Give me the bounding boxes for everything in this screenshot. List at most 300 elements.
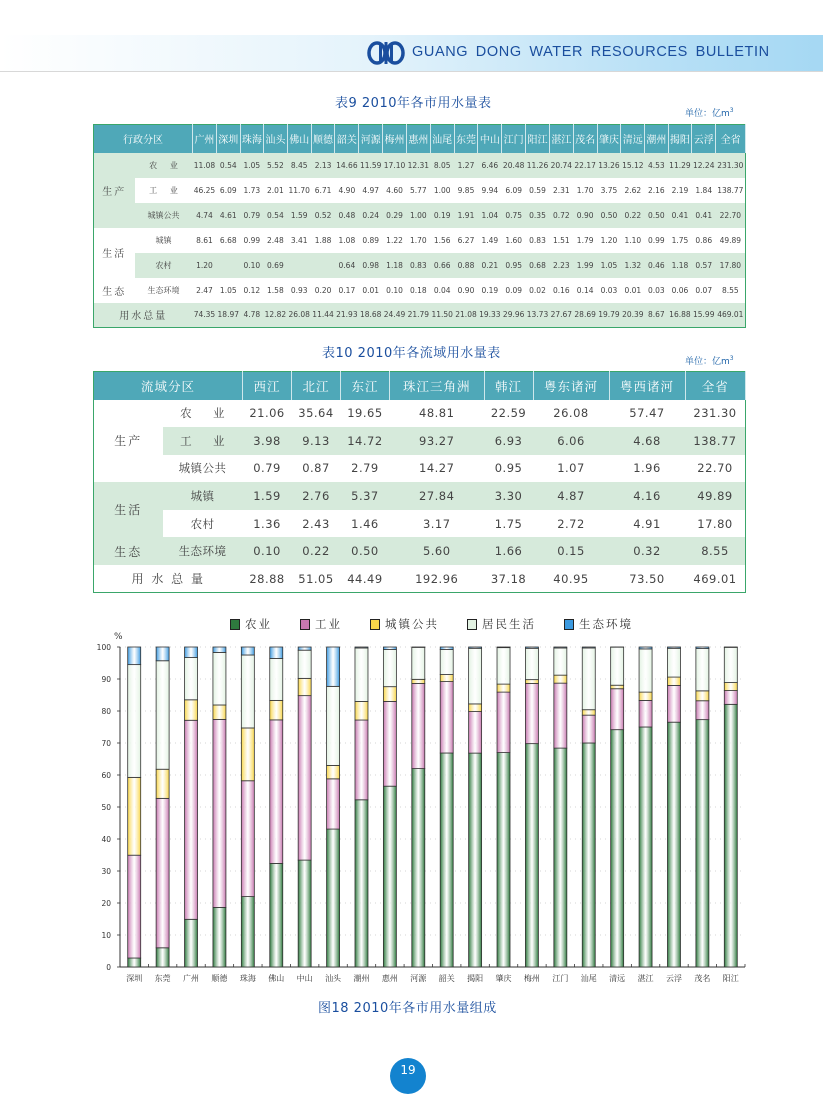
- data-cell: 0.14: [573, 278, 597, 303]
- data-cell: 0.95: [502, 253, 526, 278]
- x-tick-label: 深圳: [126, 973, 142, 983]
- data-cell: 1.07: [533, 455, 609, 483]
- x-tick-label: 云浮: [666, 973, 682, 983]
- data-cell: 0.03: [645, 278, 668, 303]
- data-cell: 4.16: [609, 482, 685, 510]
- total-cell: 29.96: [502, 303, 526, 328]
- data-cell: 0.79: [240, 203, 263, 228]
- y-tick-label: 30: [101, 867, 111, 876]
- bar-segment: [696, 691, 709, 701]
- data-cell: 0.99: [645, 228, 668, 253]
- data-cell: 231.30: [685, 400, 745, 428]
- bar-segment: [412, 647, 425, 679]
- row-label: 农村: [135, 253, 193, 278]
- bar-segment: [469, 712, 482, 754]
- data-cell: 4.91: [609, 510, 685, 538]
- data-cell: 0.10: [383, 278, 407, 303]
- header-title: GUANG DONG WATER RESOURCES BULLETIN: [412, 44, 770, 60]
- y-axis-unit: %: [114, 632, 123, 642]
- data-cell: 48.81: [389, 400, 484, 428]
- data-cell: 1.05: [240, 153, 263, 178]
- table10-caption: 表10 2010年各流域用水量表: [322, 342, 501, 361]
- total-cell: 21.08: [454, 303, 478, 328]
- x-tick-label: 汕头: [325, 973, 342, 983]
- row-label: 生态环境: [135, 278, 193, 303]
- legend-label: 农业: [245, 616, 272, 632]
- data-cell: 8.55: [716, 278, 746, 303]
- bar-segment: [128, 647, 141, 665]
- column-header: 珠江三角洲: [389, 372, 484, 400]
- page-number: 19: [390, 1058, 426, 1094]
- data-cell: 1.18: [383, 253, 407, 278]
- data-cell: 0.07: [692, 278, 716, 303]
- data-cell: 2.16: [645, 178, 668, 203]
- data-cell: 3.98: [243, 427, 292, 455]
- bar-segment: [497, 647, 510, 648]
- row-label: 农 业: [135, 153, 193, 178]
- column-header: 江门: [502, 125, 526, 153]
- bar-segment: [525, 680, 538, 684]
- group-life: 生活: [94, 482, 163, 537]
- bar-segment: [241, 781, 254, 897]
- data-cell: 0.98: [359, 253, 383, 278]
- column-header: 揭阳: [668, 125, 692, 153]
- bar-segment: [412, 683, 425, 768]
- row-label: 城镇公共: [163, 455, 243, 483]
- total-cell: 19.79: [597, 303, 621, 328]
- bar-segment: [525, 648, 538, 679]
- total-cell: 11.44: [311, 303, 335, 328]
- data-cell: 1.66: [484, 537, 533, 565]
- bar-segment: [582, 743, 595, 967]
- bar-segment: [270, 659, 283, 701]
- row-label: 工 业: [163, 427, 243, 455]
- bar-segment: [667, 722, 680, 967]
- data-cell: 0.90: [454, 278, 478, 303]
- data-cell: 0.24: [359, 203, 383, 228]
- data-cell: 0.20: [311, 278, 335, 303]
- total-cell: 28.88: [243, 565, 292, 593]
- data-cell: 1.60: [502, 228, 526, 253]
- row-label: 生态环境: [163, 537, 243, 565]
- data-cell: 13.26: [597, 153, 621, 178]
- column-header: 清远: [621, 125, 645, 153]
- data-cell: 0.83: [526, 228, 550, 253]
- column-header: 湛江: [549, 125, 573, 153]
- data-cell: 0.10: [243, 537, 292, 565]
- data-cell: 0.03: [597, 278, 621, 303]
- column-header: 粤东诸河: [533, 372, 609, 400]
- data-cell: 0.06: [668, 278, 692, 303]
- data-cell: 3.41: [287, 228, 311, 253]
- data-cell: 1.18: [668, 253, 692, 278]
- data-cell: 231.30: [716, 153, 746, 178]
- total-cell: 51.05: [292, 565, 341, 593]
- column-header: 河源: [359, 125, 383, 153]
- column-header: 顺德: [311, 125, 335, 153]
- data-cell: 3.17: [389, 510, 484, 538]
- data-cell: 0.83: [406, 253, 430, 278]
- column-header: 珠海: [240, 125, 263, 153]
- data-cell: 1.22: [383, 228, 407, 253]
- data-cell: 57.47: [609, 400, 685, 428]
- data-cell: 22.17: [573, 153, 597, 178]
- data-cell: 0.79: [243, 455, 292, 483]
- column-header: 北江: [292, 372, 341, 400]
- group-life: 生活: [94, 228, 135, 278]
- bar-segment: [270, 720, 283, 864]
- bar-segment: [355, 647, 368, 648]
- table9-caption: 表9 2010年各市用水量表: [335, 92, 492, 111]
- data-cell: 0.87: [292, 455, 341, 483]
- data-cell: 1.00: [406, 203, 430, 228]
- total-cell: 18.97: [216, 303, 240, 328]
- total-cell: 16.88: [668, 303, 692, 328]
- bar-segment: [724, 683, 737, 691]
- x-tick-label: 河源: [410, 974, 427, 983]
- data-cell: 0.22: [621, 203, 645, 228]
- data-cell: 0.32: [609, 537, 685, 565]
- bar-segment: [497, 684, 510, 692]
- data-cell: 12.31: [406, 153, 430, 178]
- total-cell: 74.35: [193, 303, 217, 328]
- bar-segment: [497, 648, 510, 684]
- data-cell: 6.71: [311, 178, 335, 203]
- data-cell: 0.89: [359, 228, 383, 253]
- group-eco: 生态: [94, 537, 163, 565]
- data-cell: 93.27: [389, 427, 484, 455]
- bar-segment: [156, 647, 169, 661]
- x-tick-label: 湛江: [638, 973, 654, 983]
- bar-segment: [525, 647, 538, 648]
- legend-label: 城镇公共: [385, 616, 439, 632]
- x-tick-label: 阳江: [723, 974, 739, 983]
- bar-segment: [185, 919, 198, 967]
- bar-segment: [185, 658, 198, 700]
- data-cell: 1.79: [573, 228, 597, 253]
- bar-segment: [554, 748, 567, 967]
- column-header: 阳江: [526, 125, 550, 153]
- data-cell: 0.86: [692, 228, 716, 253]
- bar-segment: [298, 860, 311, 967]
- column-header: 全省: [685, 372, 745, 400]
- data-cell: 3.30: [484, 482, 533, 510]
- x-tick-label: 清远: [609, 973, 625, 983]
- data-cell: 0.46: [645, 253, 668, 278]
- total-cell: 73.50: [609, 565, 685, 593]
- bar-segment: [128, 958, 141, 967]
- bar-segment: [213, 705, 226, 719]
- column-header: 云浮: [692, 125, 716, 153]
- bar-segment: [128, 665, 141, 778]
- bar-segment: [639, 647, 652, 649]
- data-cell: 9.94: [478, 178, 502, 203]
- bar-segment: [270, 700, 283, 720]
- bar-segment: [185, 720, 198, 919]
- data-cell: 14.66: [335, 153, 359, 178]
- row-label: 城镇: [135, 228, 193, 253]
- bar-segment: [241, 897, 254, 967]
- data-cell: 9.13: [292, 427, 341, 455]
- y-tick-label: 10: [101, 931, 111, 940]
- data-cell: 0.88: [454, 253, 478, 278]
- data-cell: 2.79: [340, 455, 389, 483]
- legend-label: 生态环境: [579, 616, 633, 632]
- bar-segment: [667, 648, 680, 677]
- bar-segment: [469, 753, 482, 967]
- data-cell: 17.80: [716, 253, 746, 278]
- bar-segment: [582, 647, 595, 648]
- data-cell: 4.74: [193, 203, 217, 228]
- data-cell: 0.04: [430, 278, 454, 303]
- data-cell: 0.90: [573, 203, 597, 228]
- group-eco: 生态: [94, 278, 135, 303]
- bar-segment: [327, 686, 340, 765]
- data-cell: 1.59: [243, 482, 292, 510]
- x-tick-label: 江门: [552, 973, 568, 983]
- data-cell: 1.08: [335, 228, 359, 253]
- total-cell: 12.82: [263, 303, 287, 328]
- x-tick-label: 潮州: [353, 973, 369, 983]
- data-cell: 15.12: [621, 153, 645, 178]
- total-cell: 19.33: [478, 303, 502, 328]
- data-cell: 0.22: [292, 537, 341, 565]
- data-cell: 11.08: [193, 153, 217, 178]
- column-header: 广州: [193, 125, 217, 153]
- bar-segment: [667, 647, 680, 648]
- data-cell: 22.70: [685, 455, 745, 483]
- y-tick-label: 100: [97, 643, 112, 652]
- data-cell: 0.72: [549, 203, 573, 228]
- data-cell: 1.51: [549, 228, 573, 253]
- data-cell: 14.72: [340, 427, 389, 455]
- column-header: 佛山: [287, 125, 311, 153]
- bar-segment: [497, 753, 510, 967]
- data-cell: 1.10: [621, 228, 645, 253]
- data-cell: 2.76: [292, 482, 341, 510]
- data-cell: 2.47: [193, 278, 217, 303]
- bar-segment: [696, 647, 709, 649]
- total-cell: 44.49: [340, 565, 389, 593]
- data-cell: 0.19: [478, 278, 502, 303]
- data-cell: 14.27: [389, 455, 484, 483]
- data-cell: 6.46: [478, 153, 502, 178]
- data-cell: 1.70: [573, 178, 597, 203]
- bar-segment: [241, 655, 254, 728]
- total-cell: 13.73: [526, 303, 550, 328]
- data-cell: 8.05: [430, 153, 454, 178]
- bar-segment: [355, 720, 368, 800]
- total-cell: 192.96: [389, 565, 484, 593]
- bar-segment: [298, 650, 311, 678]
- data-cell: 11.29: [668, 153, 692, 178]
- total-cell: 37.18: [484, 565, 533, 593]
- data-cell: 2.72: [533, 510, 609, 538]
- data-cell: 0.17: [335, 278, 359, 303]
- data-cell: 0.02: [526, 278, 550, 303]
- data-cell: 1.75: [668, 228, 692, 253]
- bar-segment: [355, 701, 368, 720]
- total-cell: 26.08: [287, 303, 311, 328]
- bar-segment: [383, 786, 396, 967]
- data-cell: 26.08: [533, 400, 609, 428]
- column-header: 惠州: [406, 125, 430, 153]
- data-cell: 20.74: [549, 153, 573, 178]
- total-cell: 40.95: [533, 565, 609, 593]
- data-cell: 4.68: [609, 427, 685, 455]
- bar-segment: [469, 648, 482, 704]
- bar-segment: [355, 648, 368, 701]
- bar-segment: [298, 678, 311, 695]
- total-cell: 28.69: [573, 303, 597, 328]
- x-tick-label: 珠海: [240, 973, 256, 983]
- data-cell: 0.59: [526, 178, 550, 203]
- data-cell: 6.93: [484, 427, 533, 455]
- data-cell: 4.61: [216, 203, 240, 228]
- x-tick-label: 惠州: [382, 973, 398, 983]
- data-cell: 1.70: [406, 228, 430, 253]
- column-header: 潮州: [645, 125, 668, 153]
- x-tick-label: 肇庆: [496, 973, 512, 983]
- data-cell: 2.48: [263, 228, 287, 253]
- row-label: 城镇公共: [135, 203, 193, 228]
- y-tick-label: 80: [101, 707, 111, 716]
- data-cell: 0.21: [478, 253, 502, 278]
- bar-segment: [241, 728, 254, 781]
- data-cell: 49.89: [685, 482, 745, 510]
- bar-segment: [525, 683, 538, 743]
- total-cell: 469.01: [716, 303, 746, 328]
- column-header: 西江: [243, 372, 292, 400]
- bar-segment: [128, 777, 141, 855]
- data-cell: 5.77: [406, 178, 430, 203]
- bar-segment: [724, 704, 737, 967]
- bar-segment: [213, 652, 226, 705]
- y-tick-label: 60: [101, 771, 111, 780]
- data-cell: 1.59: [287, 203, 311, 228]
- header-region: 行政分区: [94, 125, 193, 153]
- data-cell: 4.90: [335, 178, 359, 203]
- header-region: 流域分区: [94, 372, 243, 400]
- data-cell: 11.70: [287, 178, 311, 203]
- data-cell: 0.48: [335, 203, 359, 228]
- column-header: 全省: [716, 125, 746, 153]
- total-cell: 469.01: [685, 565, 745, 593]
- bar-segment: [241, 647, 254, 655]
- legend-label: 工业: [315, 616, 342, 632]
- data-cell: 0.09: [502, 278, 526, 303]
- bar-segment: [270, 647, 283, 659]
- data-cell: 0.99: [240, 228, 263, 253]
- x-tick-label: 梅州: [524, 973, 540, 983]
- x-tick-label: 中山: [297, 973, 313, 983]
- data-cell: 1.27: [454, 153, 478, 178]
- total-cell: 27.67: [549, 303, 573, 328]
- bar-segment: [554, 675, 567, 683]
- bar-segment: [412, 679, 425, 683]
- x-tick-label: 茂名: [694, 973, 710, 983]
- data-cell: 22.70: [716, 203, 746, 228]
- data-cell: 22.59: [484, 400, 533, 428]
- total-cell: 15.99: [692, 303, 716, 328]
- data-cell: 2.19: [668, 178, 692, 203]
- data-cell: 0.18: [406, 278, 430, 303]
- total-cell: 11.50: [430, 303, 454, 328]
- data-cell: 2.13: [311, 153, 335, 178]
- data-cell: 1.20: [597, 228, 621, 253]
- bar-segment: [639, 700, 652, 727]
- column-header: 梅州: [383, 125, 407, 153]
- bar-segment: [667, 677, 680, 685]
- data-cell: 1.84: [692, 178, 716, 203]
- row-label: 城镇: [163, 482, 243, 510]
- data-cell: 1.91: [454, 203, 478, 228]
- data-cell: 5.60: [389, 537, 484, 565]
- data-cell: 1.49: [478, 228, 502, 253]
- data-cell: 4.60: [383, 178, 407, 203]
- x-tick-label: 汕尾: [581, 973, 597, 983]
- y-tick-label: 50: [101, 803, 111, 812]
- x-tick-label: 顺德: [211, 973, 228, 983]
- bar-segment: [440, 682, 453, 753]
- data-cell: 0.41: [692, 203, 716, 228]
- bar-segment: [383, 701, 396, 786]
- data-cell: 1.00: [430, 178, 454, 203]
- data-cell: 46.25: [193, 178, 217, 203]
- bar-segment: [298, 647, 311, 650]
- data-cell: 0.29: [383, 203, 407, 228]
- row-label: 工 业: [135, 178, 193, 203]
- bar-segment: [696, 649, 709, 691]
- column-header: 粤西诸河: [609, 372, 685, 400]
- total-label: 用水总量: [94, 303, 193, 328]
- bar-segment: [327, 779, 340, 829]
- data-cell: 4.53: [645, 153, 668, 178]
- total-cell: 24.49: [383, 303, 407, 328]
- bar-segment: [724, 691, 737, 705]
- column-header: 汕头: [263, 125, 287, 153]
- data-cell: 0.50: [597, 203, 621, 228]
- bar-segment: [156, 769, 169, 798]
- data-cell: 0.01: [359, 278, 383, 303]
- legend-label: 居民生活: [482, 616, 536, 632]
- bar-segment: [554, 647, 567, 648]
- x-tick-label: 揭阳: [467, 973, 483, 983]
- data-cell: 4.87: [533, 482, 609, 510]
- data-cell: 35.64: [292, 400, 341, 428]
- bar-segment: [213, 719, 226, 907]
- data-cell: 1.99: [573, 253, 597, 278]
- data-cell: 17.80: [685, 510, 745, 538]
- bar-segment: [639, 649, 652, 692]
- bar-segment: [327, 765, 340, 778]
- x-tick-label: 韶关: [439, 973, 455, 983]
- bar-segment: [185, 647, 198, 658]
- bar-segment: [383, 647, 396, 650]
- y-tick-label: 0: [106, 963, 111, 972]
- bar-segment: [582, 715, 595, 743]
- data-cell: 17.10: [383, 153, 407, 178]
- bar-segment: [412, 769, 425, 967]
- total-cell: 18.68: [359, 303, 383, 328]
- data-cell: 0.93: [287, 278, 311, 303]
- bar-segment: [383, 650, 396, 687]
- data-cell: 138.77: [716, 178, 746, 203]
- bar-segment: [554, 648, 567, 675]
- total-cell: 4.78: [240, 303, 263, 328]
- column-header: 东江: [340, 372, 389, 400]
- data-cell: 8.55: [685, 537, 745, 565]
